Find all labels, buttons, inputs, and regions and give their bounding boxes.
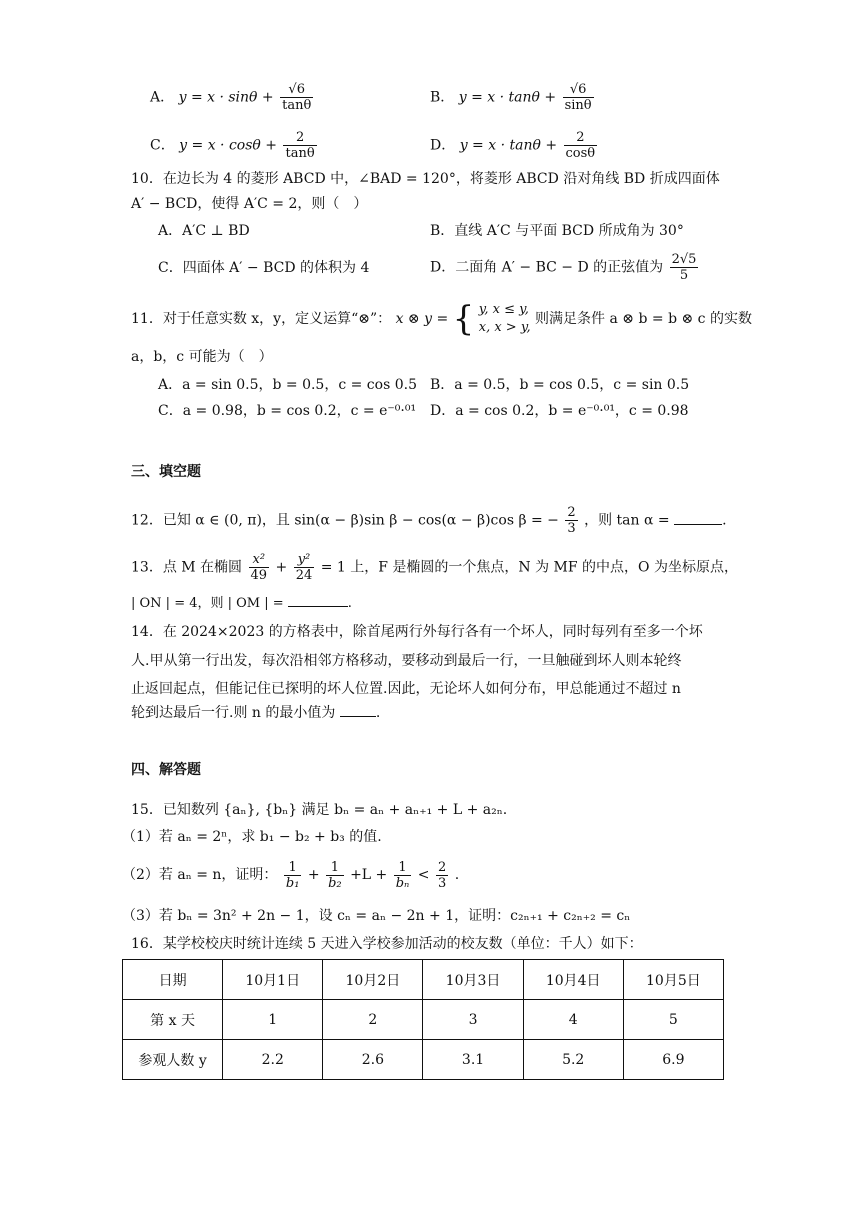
table-cell: 10月1日 xyxy=(223,960,323,1000)
fraction: $\frac{√6}{\sin\theta}$ xyxy=(564,82,592,113)
table-cell: 2.6 xyxy=(323,1040,423,1080)
q13-line2: | ON | = 4，则 | OM | = . xyxy=(131,592,352,614)
q9-option-a: A． y = x · sinθ + $\frac{√6}{\tan\theta}$ xyxy=(150,82,312,113)
fraction: $\frac{2}{3}$ xyxy=(567,505,576,536)
q14-line2: 人.甲从第一行出发，每次沿相邻方格移动，要移动到最后一行，一旦触碰到坏人则本轮终 xyxy=(131,653,682,669)
table-cell: 6.9 xyxy=(623,1040,723,1080)
table-cell: 4 xyxy=(523,1000,623,1040)
q15-part3: （3）若 bₙ = 3n² + 2n − 1，设 cₙ = aₙ − 2n + 1，证明：c₂ₙ₊₁ + c₂ₙ₊₂ = cₙ xyxy=(122,908,631,924)
table-cell: 日期 xyxy=(123,960,223,1000)
fraction: $\frac{2}{\tan\theta}$ xyxy=(285,130,315,161)
fraction: $\frac{2}{\cos\theta}$ xyxy=(565,130,596,161)
q10-line2: A′ − BCD，使得 A′C = 2，则（ ） xyxy=(131,196,368,212)
table-cell: 5.2 xyxy=(523,1040,623,1080)
fraction: $\frac{1}{\text{b₁}}$ xyxy=(285,859,300,891)
answer-blank xyxy=(340,702,376,717)
answer-blank xyxy=(288,592,348,607)
table-cell: 10月5日 xyxy=(623,960,723,1000)
q10-line1: 10．在边长为 4 的菱形 ABCD 中，∠BAD = 120°，将菱形 ABCD 沿对角线 BD 折成四面体 xyxy=(131,171,720,187)
q14-line4: 轮到达最后一行.则 n 的最小值为 . xyxy=(131,702,380,723)
q11-option-d: D．a = cos 0.2，b = e⁻⁰·⁰¹，c = 0.98 xyxy=(430,403,689,419)
q11-line2: a，b，c 可能为（ ） xyxy=(131,349,273,365)
q14-line1: 14．在 2024×2023 的方格表中，除首尾两行外每行各有一个坏人，同时每列有至多一个坏 xyxy=(131,624,703,640)
q10-option-a: A．A′C ⊥ BD xyxy=(158,223,250,239)
visitor-table xyxy=(122,959,724,1080)
q16-intro: 16．某学校校庆时统计连续 5 天进入学校参加活动的校友数（单位：千人）如下： xyxy=(131,936,643,952)
table-cell: 参观人数 y xyxy=(123,1040,223,1080)
fraction: $\frac{2}{3}$ xyxy=(437,859,447,891)
section-heading-fill-in: 三、填空题 xyxy=(131,464,201,480)
fraction: $\frac{\text{x²}}{49}$ xyxy=(250,552,268,583)
section-heading-solutions: 四、解答题 xyxy=(131,762,201,778)
brace-symbol: { xyxy=(452,299,475,339)
table-cell: 1 xyxy=(223,1000,323,1040)
q11-option-c: C．a = 0.98，b = cos 0.2，c = e⁻⁰·⁰¹ xyxy=(158,403,417,419)
q15-part1: （1）若 aₙ = 2ⁿ，求 b₁ − b₂ + b₃ 的值. xyxy=(122,829,382,845)
table-cell: 10月3日 xyxy=(423,960,523,1000)
table-cell: 3.1 xyxy=(423,1040,523,1080)
fraction: $\frac{1}{\text{b₂}}$ xyxy=(328,859,342,891)
table-cell: 10月2日 xyxy=(323,960,423,1000)
q11-option-a: A．a = sin 0.5，b = 0.5，c = cos 0.5 xyxy=(158,377,417,393)
table-row xyxy=(123,1040,724,1080)
table-row xyxy=(123,1000,724,1040)
q14-line3: 止返回起点，但能记住已探明的坏人位置.因此，无论坏人如何分布，甲总能通过不超过 n xyxy=(131,681,681,697)
q10-option-b: B．直线 A′C 与平面 BCD 所成角为 30° xyxy=(430,223,684,239)
fraction: $\frac{1}{\text{bₙ}}$ xyxy=(395,859,410,891)
q10-option-c: C．四面体 A′ − BCD 的体积为 4 xyxy=(158,260,370,276)
q9-option-b: B． y = x · tanθ + $\frac{√6}{\sin\theta}$ xyxy=(430,82,592,113)
q9-option-c: C． y = x · cosθ + $\frac{2}{\tan\theta}$ xyxy=(150,130,315,161)
piecewise-cases: y, x ≤ y, x, x > y, xyxy=(478,302,531,335)
table-row xyxy=(123,960,724,1000)
q15-part2: （2）若 aₙ = n，证明： $\frac{1}{\text{b₁}}$ + $\frac{1}{\text{b₂}}$ +L + $\frac{1}{\text{bₙ}}$ < $\frac{2}{3}$ . xyxy=(122,859,460,891)
table-cell: 2.2 xyxy=(223,1040,323,1080)
table-cell: 3 xyxy=(423,1000,523,1040)
answer-blank xyxy=(674,510,722,525)
table-cell: 第 x 天 xyxy=(123,1000,223,1040)
q9-option-d: D． y = x · tanθ + $\frac{2}{\cos\theta}$ xyxy=(430,130,596,161)
fraction: $\frac{√6}{\tan\theta}$ xyxy=(282,82,312,113)
q15-line1: 15．已知数列 {aₙ}, {bₙ} 满足 bₙ = aₙ + aₙ₊₁ + L + a₂ₙ. xyxy=(131,802,508,818)
q11-option-b: B．a = 0.5，b = cos 0.5，c = sin 0.5 xyxy=(430,377,690,393)
q10-option-d: D．二面角 A′ − BC − D 的正弦值为 $\frac{2√5}{5}$ xyxy=(430,252,697,283)
table-cell: 10月4日 xyxy=(523,960,623,1000)
table-cell: 5 xyxy=(623,1000,723,1040)
q11-line1: 11．对于任意实数 x，y，定义运算“⊗”： x ⊗ y = { y, x ≤ y, x, x > y, 则满足条件 a ⊗ b = b ⊗ c 的实数 xyxy=(131,299,752,339)
table-cell: 2 xyxy=(323,1000,423,1040)
fraction: $\frac{\text{y²}}{24}$ xyxy=(295,552,313,583)
q12-line: 12．已知 α ∈ (0, π)，且 sin(α − β)sin β − cos(α − β)cos β = − $\frac{2}{3}$ ，则 tan α = . xyxy=(131,505,727,536)
q13-line1: 13．点 M 在椭圆 $\frac{\text{x²}}{49}$ + $\frac{\text{y²}}{24}$ = 1 上，F 是椭圆的一个焦点，N 为 MF 的中点，O 为坐标原点， xyxy=(131,552,738,583)
fraction: $\frac{2√5}{5}$ xyxy=(671,252,697,283)
